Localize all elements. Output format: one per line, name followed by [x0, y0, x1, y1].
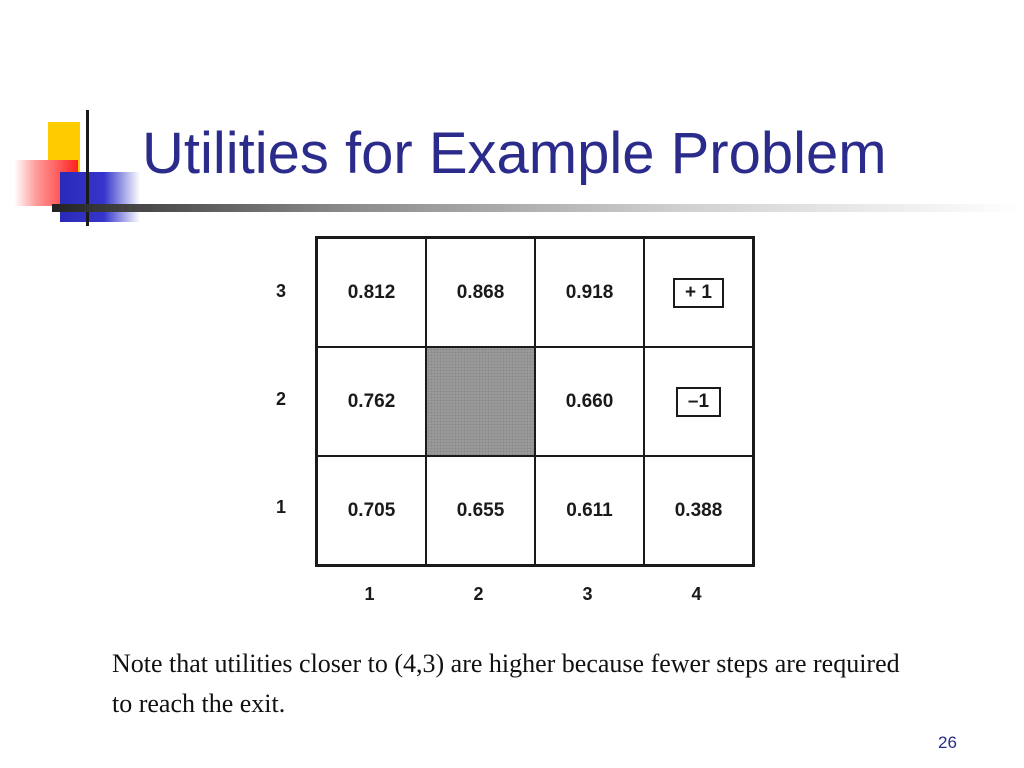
utility-value: 0.705: [347, 499, 396, 521]
utility-value: 0.655: [456, 499, 505, 521]
row-label-2: 2: [275, 389, 286, 409]
grid-cell-3-1: [536, 457, 643, 564]
grid-cell-3-3: [536, 239, 643, 346]
title-underline: [52, 204, 1020, 212]
grid-cell-2-3: [427, 239, 534, 346]
utility-value: 0.762: [347, 390, 396, 412]
col-label-1: 1: [364, 584, 375, 604]
grid-cell-3-2: [536, 348, 643, 455]
grid-cell-4-3: [645, 239, 752, 346]
grid-cell-4-2: [645, 348, 752, 455]
utility-grid: [315, 236, 755, 567]
col-label-4: 4: [691, 584, 702, 604]
row-label-3: 3: [275, 281, 286, 301]
utility-value: 0.388: [674, 499, 723, 521]
utility-value: 0.868: [456, 281, 505, 303]
row-label-1: 1: [275, 497, 286, 517]
grid-cell-4-1: [645, 457, 752, 564]
grid-cell-1-3: [318, 239, 425, 346]
utility-value: 0.918: [565, 281, 614, 303]
grid-cell-2-1: [427, 457, 534, 564]
grid-cell-1-1: [318, 457, 425, 564]
grid-cell-obstacle: [427, 348, 534, 455]
page-number: 26: [938, 733, 957, 752]
decor-blue-square: [60, 172, 140, 222]
utility-value: 0.812: [347, 281, 396, 303]
terminal-reward-positive: + 1: [673, 278, 724, 308]
utility-value: 0.611: [566, 499, 613, 521]
col-label-3: 3: [582, 584, 593, 604]
grid-cell-1-2: [318, 348, 425, 455]
utility-value: 0.660: [565, 390, 614, 412]
note-text: Note that utilities closer to (4,3) are higher because fewer steps are required to reach the exit.: [112, 649, 900, 718]
terminal-reward-negative: –1: [676, 387, 721, 417]
col-label-2: 2: [473, 584, 484, 604]
slide-title: Utilities for Example Problem: [142, 121, 887, 186]
